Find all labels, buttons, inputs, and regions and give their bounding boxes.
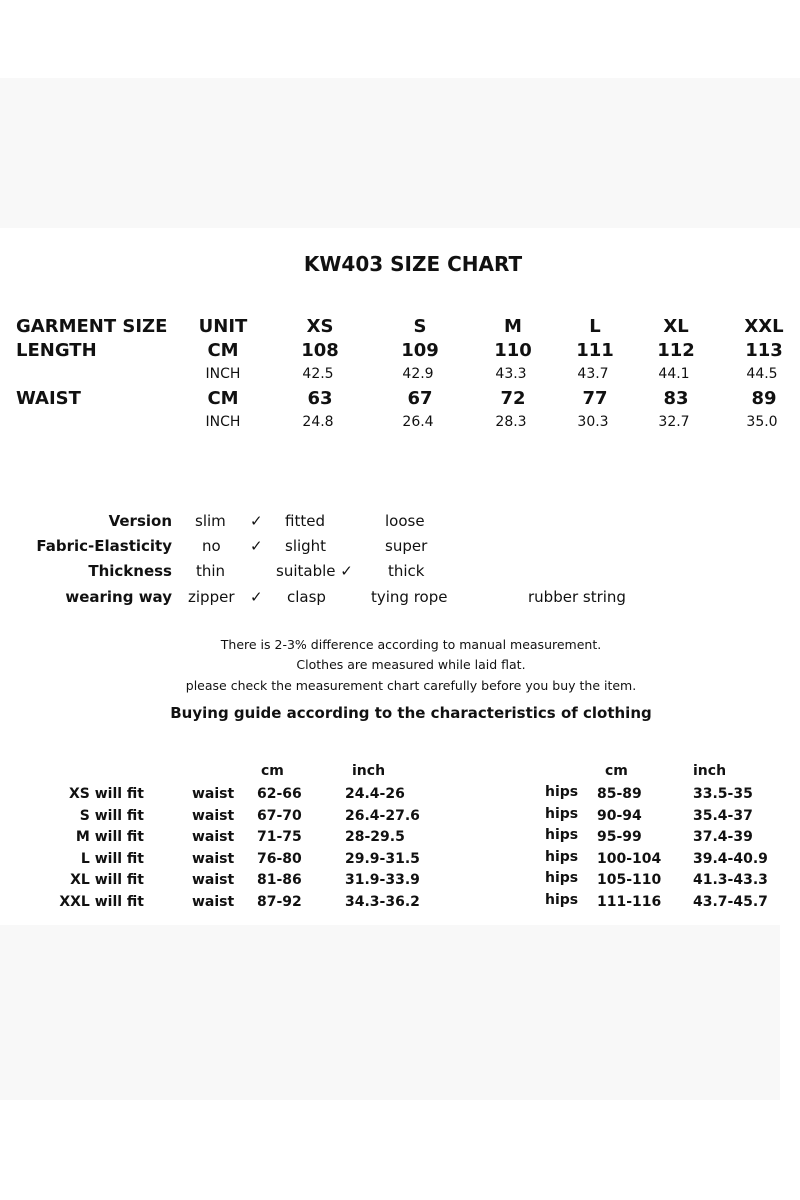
attr-thickness-opt-thin: thin bbox=[196, 562, 226, 580]
length-inch-xs: 42.5 bbox=[302, 366, 334, 382]
guide-waist-inch-xl: 31.9-33.9 bbox=[345, 872, 420, 888]
waist-cm-l: 77 bbox=[582, 388, 608, 409]
guide-waist-cm-xl: 81-86 bbox=[257, 872, 302, 888]
guide-hips-inch-header: inch bbox=[693, 763, 727, 779]
guide-hips-inch-xxl: 43.7-45.7 bbox=[693, 894, 768, 910]
guide-fit-xl: XL will fit bbox=[70, 872, 144, 888]
attr-wearing-opt-tying-rope: tying rope bbox=[371, 588, 448, 606]
guide-waist-inch-m: 28-29.5 bbox=[345, 829, 405, 845]
guide-hips-cm-xxl: 111-116 bbox=[597, 894, 662, 910]
waist-inch-s: 26.4 bbox=[402, 414, 434, 430]
guide-hips-cm-s: 90-94 bbox=[597, 808, 642, 824]
waist-cm-xxl: 89 bbox=[751, 388, 777, 409]
guide-hips-label: hips bbox=[545, 892, 579, 908]
attr-thickness-opt-thick: thick bbox=[388, 562, 425, 580]
attr-wearing-opt-clasp: clasp bbox=[287, 588, 326, 606]
size-header-l: L bbox=[589, 316, 601, 337]
guide-hips-inch-l: 39.4-40.9 bbox=[693, 851, 768, 867]
length-cm-xl: 112 bbox=[657, 340, 695, 361]
length-inch-unit: INCH bbox=[205, 366, 241, 382]
attr-wearing-check: ✓ bbox=[250, 588, 263, 606]
attr-version-opt-loose: loose bbox=[385, 512, 425, 530]
length-inch-s: 42.9 bbox=[402, 366, 434, 382]
background-band-top bbox=[0, 78, 800, 228]
size-header-s: S bbox=[413, 316, 427, 337]
attr-version-opt-slim: slim bbox=[195, 512, 226, 530]
guide-hips-cm-header: cm bbox=[605, 763, 628, 779]
chart-title: KW403 SIZE CHART bbox=[303, 252, 523, 276]
guide-waist-label: waist bbox=[192, 894, 235, 910]
size-header-xl: XL bbox=[663, 316, 689, 337]
guide-waist-label: waist bbox=[192, 829, 235, 845]
guide-hips-inch-xl: 41.3-43.3 bbox=[693, 872, 768, 888]
guide-fit-xs: XS will fit bbox=[68, 786, 144, 802]
waist-inch-l: 30.3 bbox=[577, 414, 609, 430]
guide-waist-inch-header: inch bbox=[352, 763, 386, 779]
length-cm-s: 109 bbox=[401, 340, 439, 361]
guide-waist-inch-l: 29.9-31.5 bbox=[345, 851, 420, 867]
note-measurement-difference: There is 2-3% difference according to manual measurement. bbox=[220, 637, 602, 652]
attr-wearing-opt-zipper: zipper bbox=[188, 588, 235, 606]
attr-wearing-opt-rubber-string: rubber string bbox=[528, 588, 626, 606]
size-header-m: M bbox=[504, 316, 522, 337]
guide-fit-s: S will fit bbox=[79, 808, 144, 824]
guide-waist-label: waist bbox=[192, 872, 235, 888]
waist-inch-xxl: 35.0 bbox=[746, 414, 778, 430]
waist-cm-xs: 63 bbox=[307, 388, 333, 409]
guide-waist-label: waist bbox=[192, 808, 235, 824]
guide-waist-cm-s: 67-70 bbox=[257, 808, 302, 824]
attr-thickness-opt-suitable: suitable ✓ bbox=[276, 562, 353, 580]
guide-hips-inch-s: 35.4-37 bbox=[693, 808, 753, 824]
attr-elasticity-opt-slight: slight bbox=[285, 537, 327, 555]
guide-hips-label: hips bbox=[545, 827, 579, 843]
length-cm-xs: 108 bbox=[301, 340, 339, 361]
attr-elasticity-opt-no: no bbox=[202, 537, 221, 555]
guide-hips-label: hips bbox=[545, 870, 579, 886]
attr-elasticity-opt-super: super bbox=[385, 537, 428, 555]
attr-elasticity-check: ✓ bbox=[250, 537, 263, 555]
length-inch-xl: 44.1 bbox=[658, 366, 690, 382]
guide-hips-label: hips bbox=[545, 849, 579, 865]
attr-label-fabric-elasticity: Fabric-Elasticity bbox=[36, 537, 172, 555]
length-cm-l: 111 bbox=[576, 340, 614, 361]
attr-label-thickness: Thickness bbox=[88, 562, 172, 580]
waist-cm-m: 72 bbox=[500, 388, 526, 409]
waist-inch-xs: 24.8 bbox=[302, 414, 334, 430]
waist-cm-unit: CM bbox=[207, 388, 239, 409]
length-cm-xxl: 113 bbox=[745, 340, 783, 361]
guide-waist-cm-header: cm bbox=[261, 763, 284, 779]
guide-hips-inch-m: 37.4-39 bbox=[693, 829, 753, 845]
guide-hips-inch-xs: 33.5-35 bbox=[693, 786, 753, 802]
unit-header: UNIT bbox=[198, 316, 248, 337]
length-inch-xxl: 44.5 bbox=[746, 366, 778, 382]
attr-label-version: Version bbox=[108, 512, 172, 530]
size-header-xxl: XXL bbox=[744, 316, 784, 337]
guide-waist-cm-xxl: 87-92 bbox=[257, 894, 302, 910]
waist-label: WAIST bbox=[16, 388, 81, 409]
guide-waist-cm-l: 76-80 bbox=[257, 851, 302, 867]
waist-inch-unit: INCH bbox=[205, 414, 241, 430]
length-cm-unit: CM bbox=[207, 340, 239, 361]
waist-cm-s: 67 bbox=[407, 388, 433, 409]
length-inch-l: 43.7 bbox=[577, 366, 609, 382]
attr-version-check: ✓ bbox=[250, 512, 263, 530]
guide-fit-xxl: XXL will fit bbox=[59, 894, 144, 910]
guide-hips-cm-xs: 85-89 bbox=[597, 786, 642, 802]
waist-cm-xl: 83 bbox=[663, 388, 689, 409]
length-label: LENGTH bbox=[16, 340, 97, 361]
guide-waist-label: waist bbox=[192, 786, 235, 802]
guide-hips-cm-l: 100-104 bbox=[597, 851, 662, 867]
guide-waist-inch-s: 26.4-27.6 bbox=[345, 808, 420, 824]
buying-guide-title: Buying guide according to the characteristics of clothing bbox=[170, 704, 652, 722]
guide-fit-m: M will fit bbox=[75, 829, 144, 845]
note-laid-flat: Clothes are measured while laid flat. bbox=[296, 657, 526, 672]
length-inch-m: 43.3 bbox=[495, 366, 527, 382]
guide-waist-inch-xs: 24.4-26 bbox=[345, 786, 405, 802]
attr-label-wearing-way: wearing way bbox=[65, 588, 172, 606]
length-cm-m: 110 bbox=[494, 340, 532, 361]
guide-waist-label: waist bbox=[192, 851, 235, 867]
guide-hips-cm-xl: 105-110 bbox=[597, 872, 662, 888]
attr-version-opt-fitted: fitted bbox=[285, 512, 325, 530]
waist-inch-xl: 32.7 bbox=[658, 414, 690, 430]
size-header-xs: XS bbox=[306, 316, 334, 337]
guide-hips-cm-m: 95-99 bbox=[597, 829, 642, 845]
guide-waist-cm-m: 71-75 bbox=[257, 829, 302, 845]
garment-size-header: GARMENT SIZE bbox=[16, 316, 168, 337]
note-check-chart: please check the measurement chart carefully before you buy the item. bbox=[185, 678, 637, 693]
guide-waist-inch-xxl: 34.3-36.2 bbox=[345, 894, 420, 910]
guide-fit-l: L will fit bbox=[80, 851, 144, 867]
waist-inch-m: 28.3 bbox=[495, 414, 527, 430]
guide-hips-label: hips bbox=[545, 806, 579, 822]
background-band-bottom bbox=[0, 925, 780, 1100]
guide-hips-label: hips bbox=[545, 784, 579, 800]
guide-waist-cm-xs: 62-66 bbox=[257, 786, 302, 802]
